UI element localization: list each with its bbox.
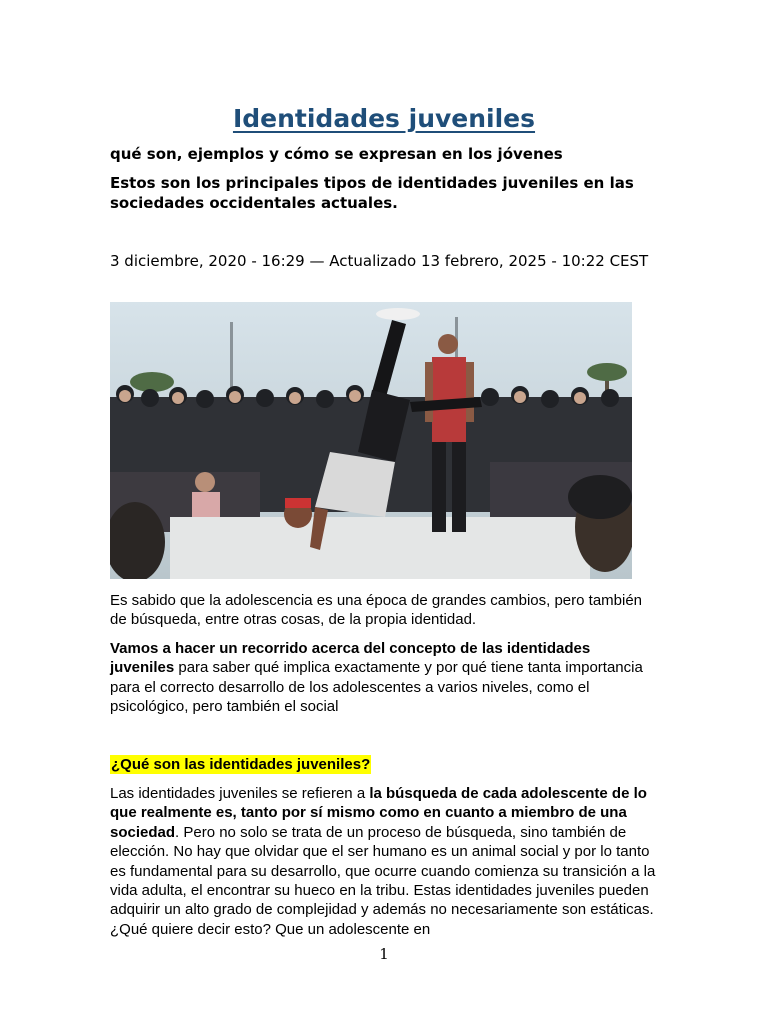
article-dateline: 3 diciembre, 2020 - 16:29 — Actualizado 13 febrero, 2025 - 10:22 CEST (110, 252, 649, 270)
article-title: Identidades juveniles (232, 104, 536, 133)
paragraph-overview-rest: para saber qué implica exactamente y por qué tiene tanta importancia para el correcto desarrollo de los adolescentes a varios niveles, como el psicológico, pero también el social (110, 659, 643, 716)
page-number: 1 (379, 945, 389, 963)
paragraph-intro: Es sabido que la adolescencia es una época de grandes cambios, pero también de búsqueda, entre otras cosas, de la propia identidad. (110, 592, 643, 629)
article-subtitle: qué son, ejemplos y cómo se expresan en los jóvenes (110, 145, 563, 163)
paragraph-definition-start: Las identidades juveniles se refieren a (110, 785, 370, 802)
article-lead: Estos son los principales tipos de identidades juveniles en las sociedades occidentales actuales. (110, 174, 634, 212)
paragraph-definition-rest: . Pero no solo se trata de un proceso de búsqueda, sino también de elección. No hay que olvidar que el ser humano es un animal social y por lo tanto es fundamental para su desarrollo, que ocurre cuando comienza su transición a la vida adulta, el encontrar su hueco en la tribu. Estas identidades juveniles pueden adquirir un alto grado de complejidad y además no necesariamente son estáticas. ¿Qué quiere decir esto? Que un adolescente en (110, 823, 656, 938)
paragraph-definition-bold: la búsqueda de cada adolescente de lo que realmente es, tanto por sí mismo como en cuanto a miembro de una sociedad (110, 785, 647, 841)
breakdance-photo (110, 302, 632, 579)
section-heading: ¿Qué son las identidades juveniles? (111, 756, 371, 773)
breakdance-illustration (110, 302, 632, 579)
paragraph-overview (110, 639, 658, 717)
paragraph-overview-bold: Vamos a hacer un recorrido acerca del concepto de las identidades juveniles (110, 640, 591, 677)
paragraph-definition (110, 784, 658, 939)
